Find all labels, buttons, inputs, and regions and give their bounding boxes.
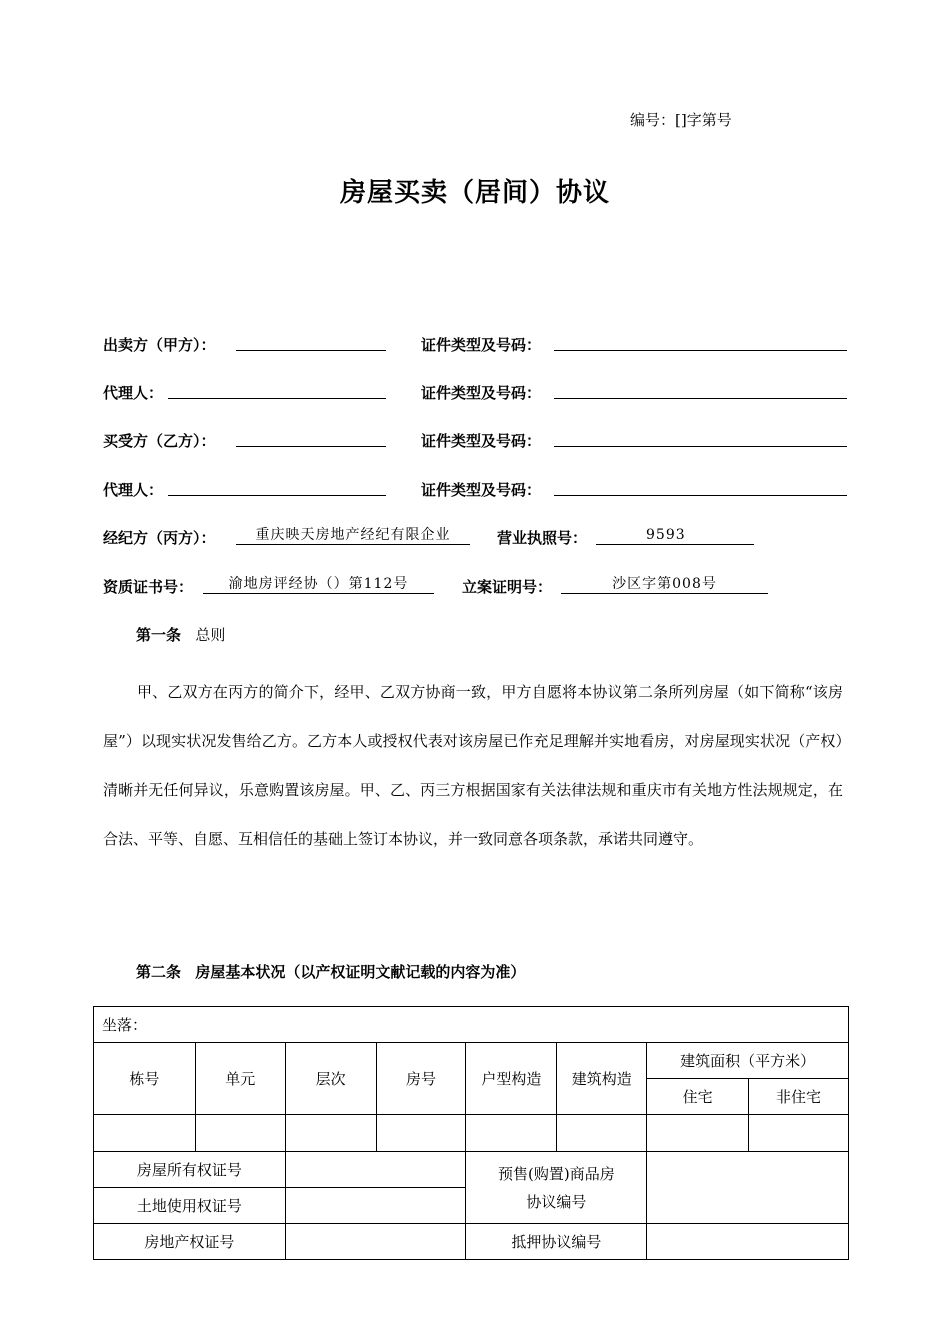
seller-id-field[interactable]: [554, 332, 847, 351]
filing-label: 立案证明号：: [462, 578, 553, 596]
location-cell[interactable]: 坐落：: [94, 1007, 849, 1043]
land-cert-label: 土地使用权证号: [94, 1188, 286, 1224]
cell-building[interactable]: [94, 1115, 196, 1152]
buyer-id-label: 证件类型及号码：: [421, 432, 542, 450]
property-table: [93, 1006, 849, 1260]
article1-number: 第一条: [136, 626, 182, 644]
agent2-label: 代理人：: [103, 481, 164, 499]
qualification-label: 资质证书号：: [103, 578, 194, 596]
mortgage-label: 抵押协议编号: [466, 1224, 647, 1260]
land-cert-value[interactable]: [285, 1188, 466, 1224]
header-residential: 住宅: [647, 1079, 749, 1115]
page-title: 房屋买卖（居间）协议: [339, 178, 610, 208]
article2-number: 第二条: [136, 963, 182, 981]
presale-label-line1: 预售(购置)商品房: [498, 1164, 615, 1183]
presale-label-line2: 协议编号: [526, 1192, 587, 1211]
cell-nonresidential[interactable]: [749, 1115, 849, 1152]
agent1-label: 代理人：: [103, 384, 164, 402]
header-room: 房号: [376, 1043, 466, 1115]
ownership-cert-label: 房屋所有权证号: [94, 1152, 286, 1188]
property-cert-label: 房地产权证号: [94, 1224, 286, 1260]
agent1-id-field[interactable]: [554, 380, 847, 399]
cell-room[interactable]: [376, 1115, 466, 1152]
presale-value[interactable]: [647, 1152, 849, 1224]
ownership-cert-value[interactable]: [285, 1152, 466, 1188]
article1-title: 总则: [195, 626, 226, 644]
article2-heading: [136, 961, 525, 982]
buyer-id-field[interactable]: [554, 428, 847, 447]
buyer-field[interactable]: [236, 428, 386, 447]
cell-structure[interactable]: [557, 1115, 647, 1152]
mortgage-value[interactable]: [647, 1224, 849, 1260]
license-value: 9593: [596, 526, 754, 545]
seller-id-label: 证件类型及号码：: [421, 336, 542, 354]
cell-residential[interactable]: [647, 1115, 749, 1152]
filing-value: 沙区字第008号: [561, 575, 768, 594]
qualification-value: 渝地房评经协（）第112号: [203, 575, 434, 594]
agent2-id-label: 证件类型及号码：: [421, 481, 542, 499]
header-building: 栋号: [94, 1043, 196, 1115]
header-layout: 户型构造: [466, 1043, 557, 1115]
document-number: 编号：[]字第号: [630, 111, 732, 129]
article1-body: 甲、乙双方在丙方的简介下，经甲、乙双方协商一致，甲方自愿将本协议第二条所列房屋（如下简称“该房屋”）以现实状况发售给乙方。乙方本人或授权代表对该房屋已作充足理解并实地看房，对房屋现实状况（产权）清晰并无任何异议，乐意购置该房屋。甲、乙、丙三方根据国家有关法律法规和重庆市有关地方性法规规定，在合法、平等、自愿、互相信任的基础上签订本协议，并一致同意各项条款，承诺共同遵守。: [103, 683, 843, 848]
buyer-label: 买受方（乙方）：: [103, 432, 216, 450]
header-nonresidential: 非住宅: [749, 1079, 849, 1115]
presale-label: [466, 1152, 647, 1224]
cell-unit[interactable]: [195, 1115, 285, 1152]
agent2-id-field[interactable]: [554, 477, 847, 496]
article1-heading: [136, 624, 225, 645]
article2-title: 房屋基本状况（以产权证明文献记载的内容为准）: [195, 963, 526, 981]
header-area: 建筑面积（平方米）: [647, 1043, 849, 1079]
agent2-field[interactable]: [168, 477, 386, 496]
seller-label: 出卖方（甲方）：: [103, 336, 216, 354]
header-floor: 层次: [285, 1043, 376, 1115]
seller-field[interactable]: [236, 332, 386, 351]
agent1-field[interactable]: [168, 380, 386, 399]
property-cert-value[interactable]: [285, 1224, 466, 1260]
header-structure: 建筑构造: [557, 1043, 647, 1115]
agent1-id-label: 证件类型及号码：: [421, 384, 542, 402]
broker-label: 经纪方（丙方）：: [103, 529, 216, 547]
header-unit: 单元: [195, 1043, 285, 1115]
cell-floor[interactable]: [285, 1115, 376, 1152]
cell-layout[interactable]: [466, 1115, 557, 1152]
broker-value: 重庆映天房地产经纪有限企业: [236, 526, 470, 545]
license-label: 营业执照号：: [497, 529, 588, 547]
